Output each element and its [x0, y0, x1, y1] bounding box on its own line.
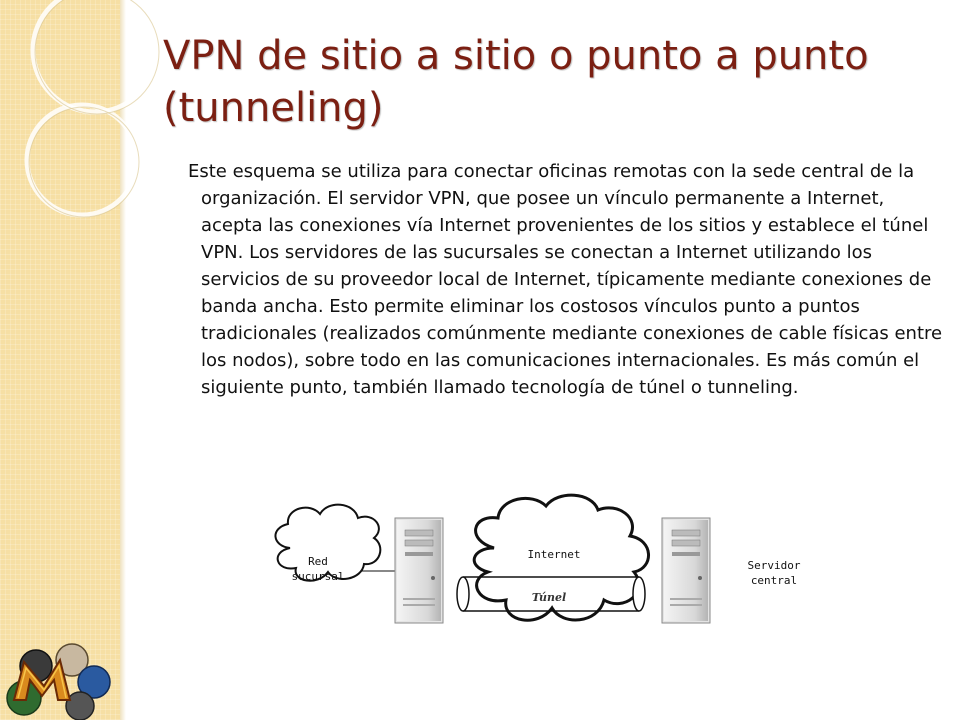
branch-label-line1: Red — [308, 555, 328, 568]
logo-m-icon — [2, 638, 120, 720]
branch-server-icon — [395, 518, 443, 623]
slide-body-text: Este esquema se utiliza para conectar oficinas remotas con la sede central de la organización. El servidor VPN, que posee un vínculo permanente a Internet, acepta las conexiones vía Internet provenientes de los sitios y establece el túnel VPN. Los servidores de las sucursales se conectan a Internet utilizando los servicios de su proveedor local de Internet, típicamente mediante conexiones de banda ancha. Esto permite eliminar los costosos vínculos punto a puntos tradicionales (realizados comúnmente mediante conexiones de cable físicas entre los nodos), sobre todo en las comunicaciones internacionales. Es más común el siguiente punto, también llamado tecnología de túnel o tunneling. — [188, 161, 943, 398]
server-label-line2: central — [750, 574, 798, 587]
server-label-line1: Servidor — [747, 559, 801, 572]
tunnel-label: Túnel — [531, 591, 567, 604]
vpn-diagram — [262, 488, 852, 638]
slide-title: VPN de sitio a sitio o punto a punto (tunneling) — [163, 33, 869, 131]
deco-circle-large — [33, 0, 157, 112]
central-server-icon — [662, 518, 710, 623]
internet-label: Internet — [527, 548, 581, 561]
decorative-circles — [0, 0, 180, 260]
branch-label-line2: sucursal — [291, 570, 345, 583]
